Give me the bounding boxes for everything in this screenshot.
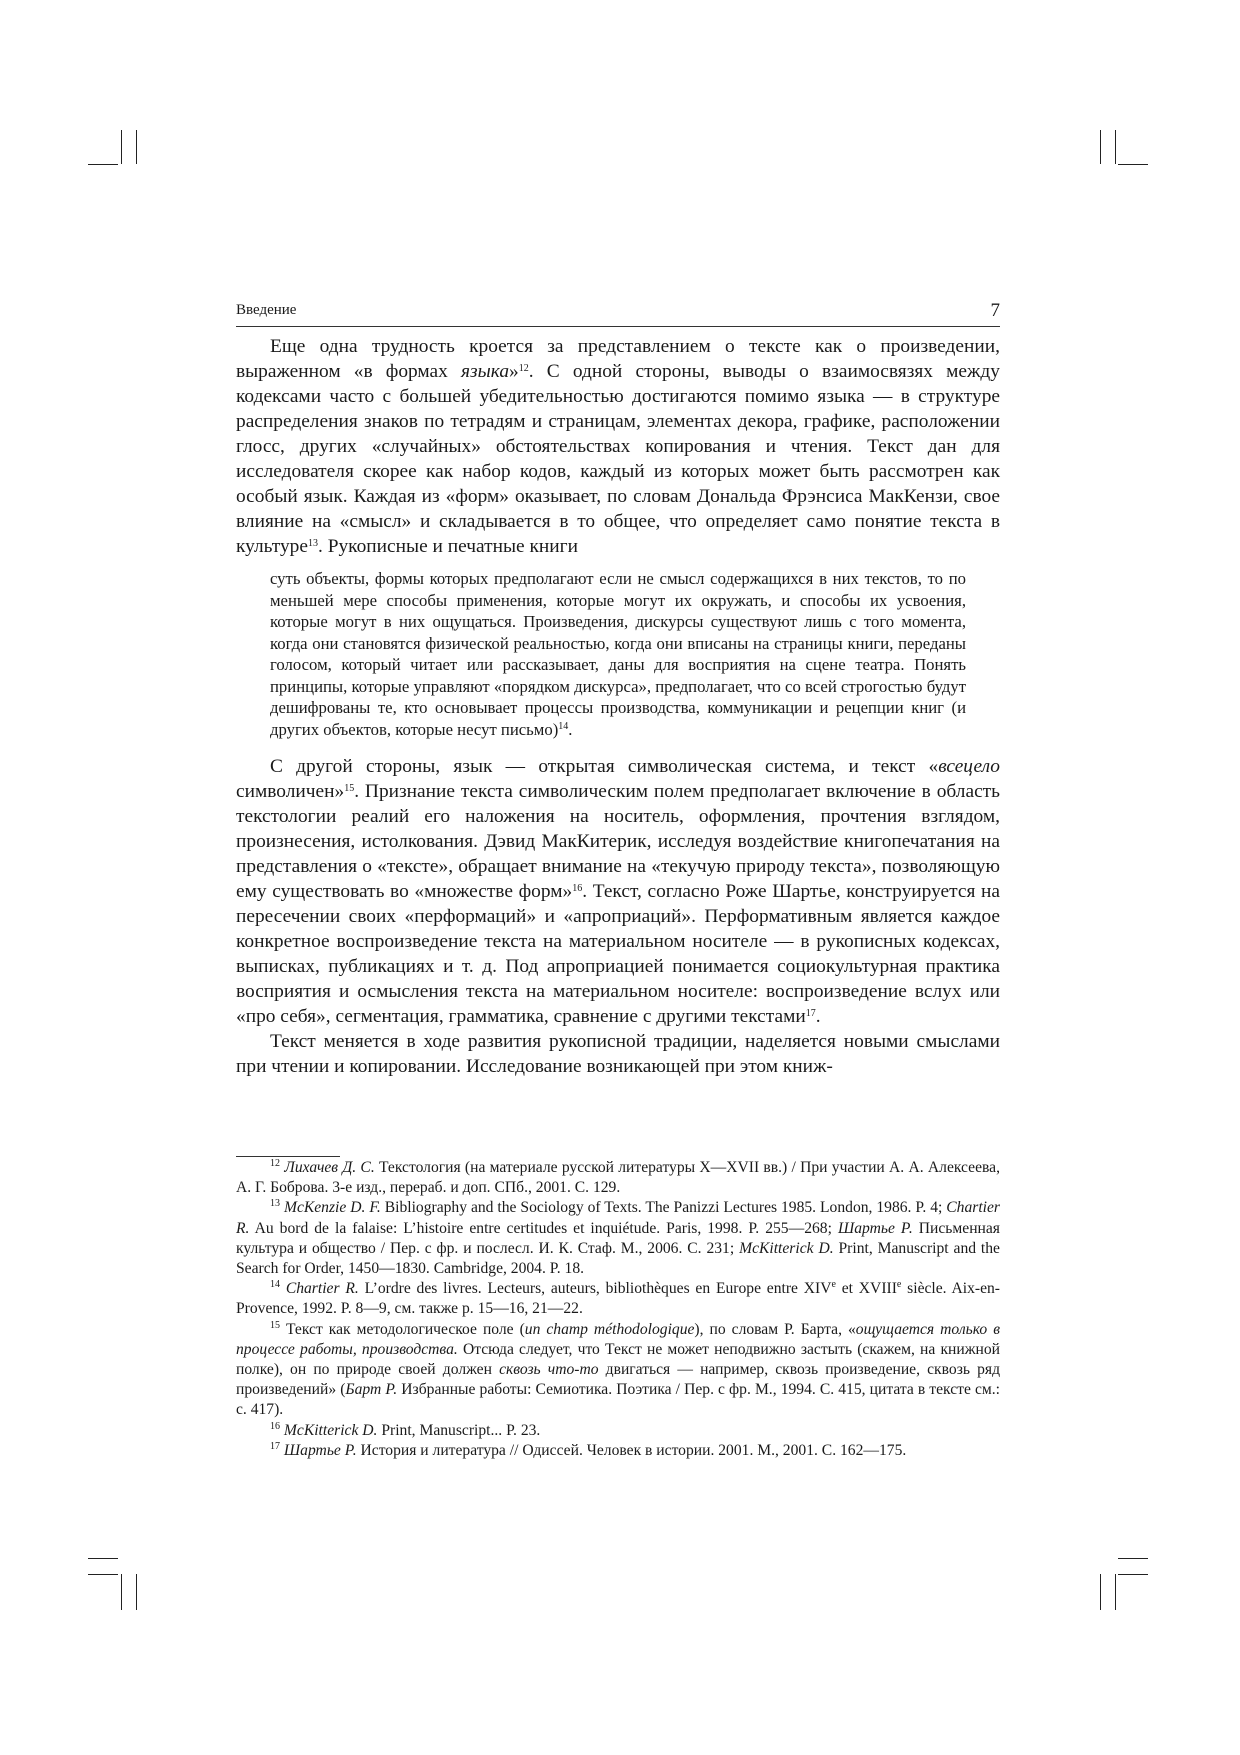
italic-text: Шартье Р. <box>837 1219 913 1237</box>
footnote <box>236 1158 1000 1198</box>
text-run: Текст меняется в ходе развития рукописной традиции, наделяется новыми смыслами при чтении и копировании. Исследование возникающей при этом книж- <box>236 1031 1000 1077</box>
running-header-title: Введение <box>236 302 297 318</box>
italic-text: Chartier R. <box>236 1199 1000 1237</box>
main-text <box>236 334 1000 1079</box>
footnote-marker: 14 <box>270 1279 280 1291</box>
footnote <box>236 1279 1000 1319</box>
text-run: . С одной стороны, выводы о взаимосвязях между кодексами часто с большей убедительностью достигаются помимо языка — в структуре распределения знаков по тетрадям и страницам, элементах декора, графике, расположении глосс, других «случайных» обстоятельствах копирования и чтения. Текст дан для исследователя скорее как набор кодов, каждый из которых может быть рассмотрен как особый язык. Каждая из «форм» оказывает, по словам Дональда Фрэнсиса МакКензи, свое влияние на «смысл» и складывается в то общее, что определяет само понятие текста в культуре <box>236 361 1000 557</box>
text-run: символичен» <box>236 781 345 802</box>
text-run: История и литература // Одиссей. Человек в истории. 2001. М., 2001. С. 162—175. <box>356 1441 907 1459</box>
text-run: . Рукописные и печатные книги <box>318 536 578 557</box>
footnote-marker: 15 <box>344 783 355 794</box>
text-run: двигаться — например, сквозь произведение, сквозь ряд произведений» ( <box>236 1361 1000 1399</box>
footnote-marker: 17 <box>805 1008 816 1019</box>
text-run: ), по словам Р. Барта, « <box>694 1320 856 1338</box>
italic-text: McKitterick D. <box>283 1421 378 1439</box>
footnote <box>236 1320 1000 1421</box>
footnote-marker: 17 <box>270 1440 280 1452</box>
page-number: 7 <box>990 300 1000 321</box>
footnote-marker: e <box>896 1279 902 1291</box>
text-run: L’ordre des livres. Lecteurs, auteurs, bibliothèques en Europe entre XIV <box>358 1280 832 1298</box>
text-run: Bibliography and the Sociology of Texts. The Panizzi Lectures 1985. London, 1986. P. 4; <box>380 1199 947 1217</box>
quote-paragraph <box>270 568 966 740</box>
text-run: . <box>815 1006 821 1027</box>
text-run: Избранные работы: Семиотика. Поэтика / Пер. с фр. М., 1994. С. 415, цитата в тексте см.: с. 417). <box>236 1381 1000 1419</box>
italic-text: Барт Р. <box>345 1381 398 1399</box>
text-run: . Признание текста символическим полем предполагает включение в область текстологии реалий его наложения на носитель, оформления, прочтения взглядом, произнесения, истолкования. Дэвид МакКитерик, исследуя воздействие книгопечатания на представления о «тексте», обращает внимание на «текучую природу текста», позволяющую ему существовать во «множестве форм» <box>236 781 1000 902</box>
italic-text: Шартье Р. <box>283 1441 357 1459</box>
footnotes <box>236 1158 1000 1461</box>
italic-text: языка <box>461 361 510 382</box>
paragraphs-after-quote <box>236 754 1000 1079</box>
text-run: . <box>568 719 573 739</box>
italic-text: McKenzie D. F. <box>283 1199 381 1217</box>
text-run: Текстология (на материале русской литературы X—XVII вв.) / При участии А. А. Алексеева, А. Г. Боброва. 3-е изд., перераб. и доп. СПб., 2001. С. 129. <box>236 1159 1000 1197</box>
footnote-marker: 13 <box>308 538 318 549</box>
paragraph <box>236 754 1000 1029</box>
running-header <box>236 302 1000 328</box>
footnote-marker: 14 <box>558 720 569 732</box>
text-run: siècle. Aix-en-Provence, 1992. P. 8—9, см. также р. 15—16, 21—22. <box>236 1280 1000 1318</box>
italic-text: ощущается только в процессе работы, производства. <box>236 1320 1000 1358</box>
footnote-marker: e <box>831 1279 836 1291</box>
footnote-marker: 16 <box>572 883 583 894</box>
footnote <box>236 1441 1000 1461</box>
italic-text: Chartier R. <box>285 1280 359 1298</box>
footnote-marker: 12 <box>518 363 529 374</box>
text-run: Еще одна трудность кроется за представлением о тексте как о произведении, выраженном «в формах <box>236 336 1000 382</box>
italic-text: un champ méthodologique <box>524 1320 695 1338</box>
footnote-marker: 12 <box>270 1158 280 1169</box>
footnote-rule <box>236 1156 340 1157</box>
text-run: Письменная культура и общество / Пер. с фр. и послесл. И. К. Стаф. М., 2006. С. 231; <box>236 1219 1000 1257</box>
text-run: С другой стороны, язык — открытая символическая система, и текст « <box>270 756 939 777</box>
text-run: et XVIII <box>835 1280 897 1298</box>
text-run: суть объекты, формы которых предполагают если не смысл содержащихся в них текстов, то по меньшей мере способы применения, которые могут их окружать, и способы их усвоения, которые могут в них ощущаться. Произведения, дискурсы существуют лишь с того момента, когда они становятся физической реальностью, когда они вписаны на страницы книги, переданы голосом, который читает или рассказывает, даны для восприятия на сцене театра. Понять принципы, которые управляют «порядком дискурса», предполагает, что со всей строгостью будут дешифрованы те, кто основывает процессы производства, коммуникации и рецепции книг (и других объектов, которые несут письмо) <box>270 569 966 739</box>
footnote <box>236 1421 1000 1441</box>
text-run: Print, Manuscript... P. 23. <box>377 1421 541 1439</box>
italic-text: Лихачев Д. С. <box>284 1159 375 1176</box>
header-rule <box>236 326 1000 327</box>
footnote <box>236 1198 1000 1279</box>
text-run: Текст как методологическое поле ( <box>280 1320 525 1338</box>
italic-text: сквозь что-то <box>499 1361 599 1379</box>
italic-text: всецело <box>938 756 1000 777</box>
paragraphs-before-quote <box>236 334 1000 559</box>
text-run: Au bord de la falaise: L’histoire entre certitudes et inquiétude. Paris, 1998. P. 255—268; <box>249 1219 838 1237</box>
block-quote <box>270 568 966 740</box>
text-run: Отсюда следует, что Текст не может неподвижно застыть (скажем, на книжной полке), он по природе своей должен <box>236 1340 1000 1379</box>
footnote-marker: 16 <box>270 1420 280 1432</box>
paragraph <box>236 334 1000 559</box>
text-run: . Текст, согласно Роже Шартье, конструируется на пересечении своих «перформаций» и «апроприаций». Перформативным является каждое конкретное воспроизведение текста на материальном носителе — в рукописных кодексах, выписках, публикациях и т. д. Под апроприацией понимается социокультурная практика восприятия и осмысления текста на материальном носителе: воспроизведение вслух или «про себя», сегментация, грамматика, сравнение с другими текстами <box>236 881 1000 1027</box>
italic-text: McKitterick D. <box>739 1239 834 1257</box>
footnote-marker: 15 <box>270 1319 280 1331</box>
paragraph <box>236 1029 1000 1079</box>
text-run: Print, Manuscript and the Search for Order, 1450—1830. Cambridge, 2004. P. 18. <box>236 1239 1000 1278</box>
footnote-marker: 13 <box>270 1198 280 1210</box>
text-run: » <box>509 361 519 382</box>
